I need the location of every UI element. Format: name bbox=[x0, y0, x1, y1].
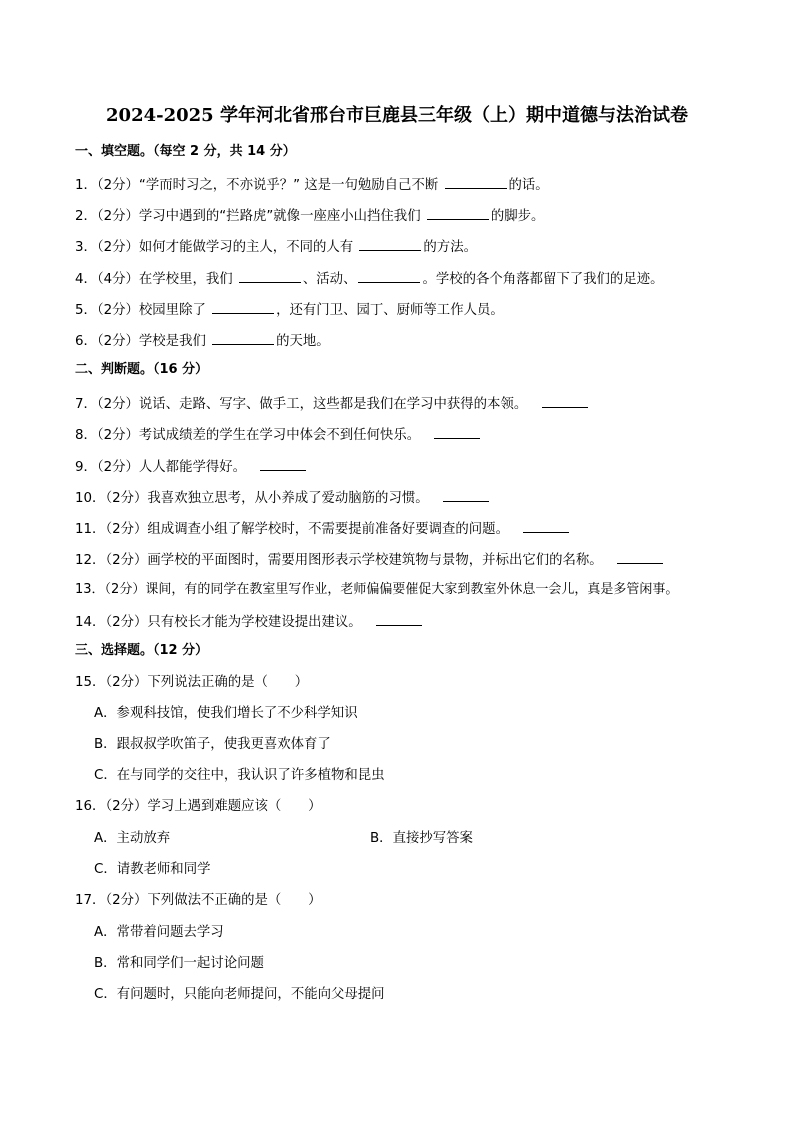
question-6-suffix: 的天地。 bbox=[276, 334, 330, 349]
question-12 bbox=[75, 549, 665, 571]
question-6 bbox=[75, 330, 330, 352]
question-3-suffix: 的方法。 bbox=[423, 240, 477, 255]
question-8-text: 8．（2分）考试成绩差的学生在学习中体会不到任何快乐。 bbox=[75, 428, 421, 443]
question-2-suffix: 的脚步。 bbox=[490, 209, 545, 224]
question-13 bbox=[75, 580, 678, 600]
question-16-stem: 16．（2分）学习上遇到难题应该（ ） bbox=[75, 799, 322, 814]
question-15-option-b[interactable]: B．跟叔叔学吹笛子，使我更喜欢体育了 bbox=[94, 737, 331, 752]
question-4 bbox=[75, 268, 664, 290]
question-1 bbox=[75, 174, 549, 196]
answer-blank[interactable] bbox=[359, 236, 421, 251]
question-4-text: 4．（4分）在学校里，我们 bbox=[75, 272, 233, 287]
answer-blank[interactable] bbox=[523, 518, 569, 533]
question-7-text: 7．（2分）说话、走路、写字、做手工，这些都是我们在学习中获得的本领。 bbox=[75, 397, 528, 412]
answer-blank[interactable] bbox=[239, 268, 301, 283]
question-17-option-a[interactable]: A．常带着问题去学习 bbox=[94, 925, 224, 940]
page-title: 2024-2025 学年河北省邢台市巨鹿县三年级（上）期中道德与法治试卷 bbox=[106, 105, 688, 126]
question-17-option-b[interactable]: B．常和同学们一起讨论问题 bbox=[94, 956, 264, 971]
question-9 bbox=[75, 456, 308, 478]
question-12-text: 12．（2分）画学校的平面图时，需要用图形表示学校建筑物与景物，并标出它们的名称。 bbox=[75, 553, 603, 568]
question-9-text: 9．（2分）人人都能学得好。 bbox=[75, 460, 247, 475]
answer-blank[interactable] bbox=[443, 487, 489, 502]
answer-blank[interactable] bbox=[212, 330, 274, 345]
answer-blank[interactable] bbox=[445, 174, 507, 189]
answer-blank[interactable] bbox=[212, 299, 274, 314]
question-15-stem: 15．（2分）下列说法正确的是（ ） bbox=[75, 675, 309, 690]
question-5-text: 5．（2分）校园里除了 bbox=[75, 303, 206, 318]
question-17-option-c[interactable]: C．有问题时，只能向老师提问，不能向父母提问 bbox=[94, 987, 385, 1002]
question-16-option-a[interactable]: A．主动放弃 bbox=[94, 831, 171, 846]
question-14-text: 14．（2分）只有校长才能为学校建设提出建议。 bbox=[75, 615, 362, 630]
question-8 bbox=[75, 424, 482, 446]
question-3 bbox=[75, 236, 477, 258]
question-7 bbox=[75, 393, 590, 415]
question-1-suffix: 的话。 bbox=[508, 178, 549, 193]
question-10 bbox=[75, 487, 491, 509]
question-5 bbox=[75, 299, 504, 321]
question-11 bbox=[75, 518, 571, 540]
question-16-option-b[interactable]: B．直接抄写答案 bbox=[370, 831, 473, 846]
answer-blank[interactable] bbox=[617, 549, 663, 564]
answer-blank[interactable] bbox=[358, 268, 420, 283]
question-14 bbox=[75, 611, 424, 633]
answer-blank[interactable] bbox=[427, 205, 489, 220]
question-6-text: 6．（2分）学校是我们 bbox=[75, 334, 206, 349]
section-judge-heading: 二、判断题。（16 分） bbox=[75, 362, 209, 377]
question-17-stem: 17．（2分）下列做法不正确的是（ ） bbox=[75, 893, 322, 908]
question-10-text: 10．（2分）我喜欢独立思考，从小养成了爱动脑筋的习惯。 bbox=[75, 491, 429, 506]
question-15-option-a[interactable]: A．参观科技馆，使我们增长了不少科学知识 bbox=[94, 706, 358, 721]
question-11-text: 11．（2分）组成调查小组了解学校时，不需要提前准备好要调查的问题。 bbox=[75, 522, 509, 537]
answer-blank[interactable] bbox=[434, 424, 480, 439]
question-16-option-c[interactable]: C．请教老师和同学 bbox=[94, 862, 211, 877]
question-15-option-c[interactable]: C．在与同学的交往中，我认识了许多植物和昆虫 bbox=[94, 768, 385, 783]
answer-blank[interactable] bbox=[260, 456, 306, 471]
answer-blank[interactable] bbox=[376, 611, 422, 626]
section-fill-heading: 一、填空题。（每空 2 分，共 14 分） bbox=[75, 144, 296, 159]
question-13-text: 13．（2分）课间，有的同学在教室里写作业，老师偏偏要催促大家到教室外休息一会儿，真是多管闲事。 bbox=[75, 582, 679, 597]
question-5-suffix: ，还有门卫、园丁、厨师等工作人员。 bbox=[276, 303, 504, 318]
question-2-text: 2．（2分）学习中遇到的“拦路虎”就像一座座小山挡住我们 bbox=[75, 209, 421, 224]
question-2 bbox=[75, 205, 544, 227]
question-4-suffix: 。学校的各个角落都留下了我们的足迹。 bbox=[422, 272, 664, 287]
question-1-text: 1．（2分）“学而时习之，不亦说乎？” 这是一句勉励自己不断 bbox=[75, 178, 439, 193]
question-3-text: 3．（2分）如何才能做学习的主人，不同的人有 bbox=[75, 240, 354, 255]
answer-blank[interactable] bbox=[542, 393, 588, 408]
section-choice-heading: 三、选择题。（12 分） bbox=[75, 643, 209, 658]
question-4-middle: 、活动、 bbox=[302, 272, 357, 287]
